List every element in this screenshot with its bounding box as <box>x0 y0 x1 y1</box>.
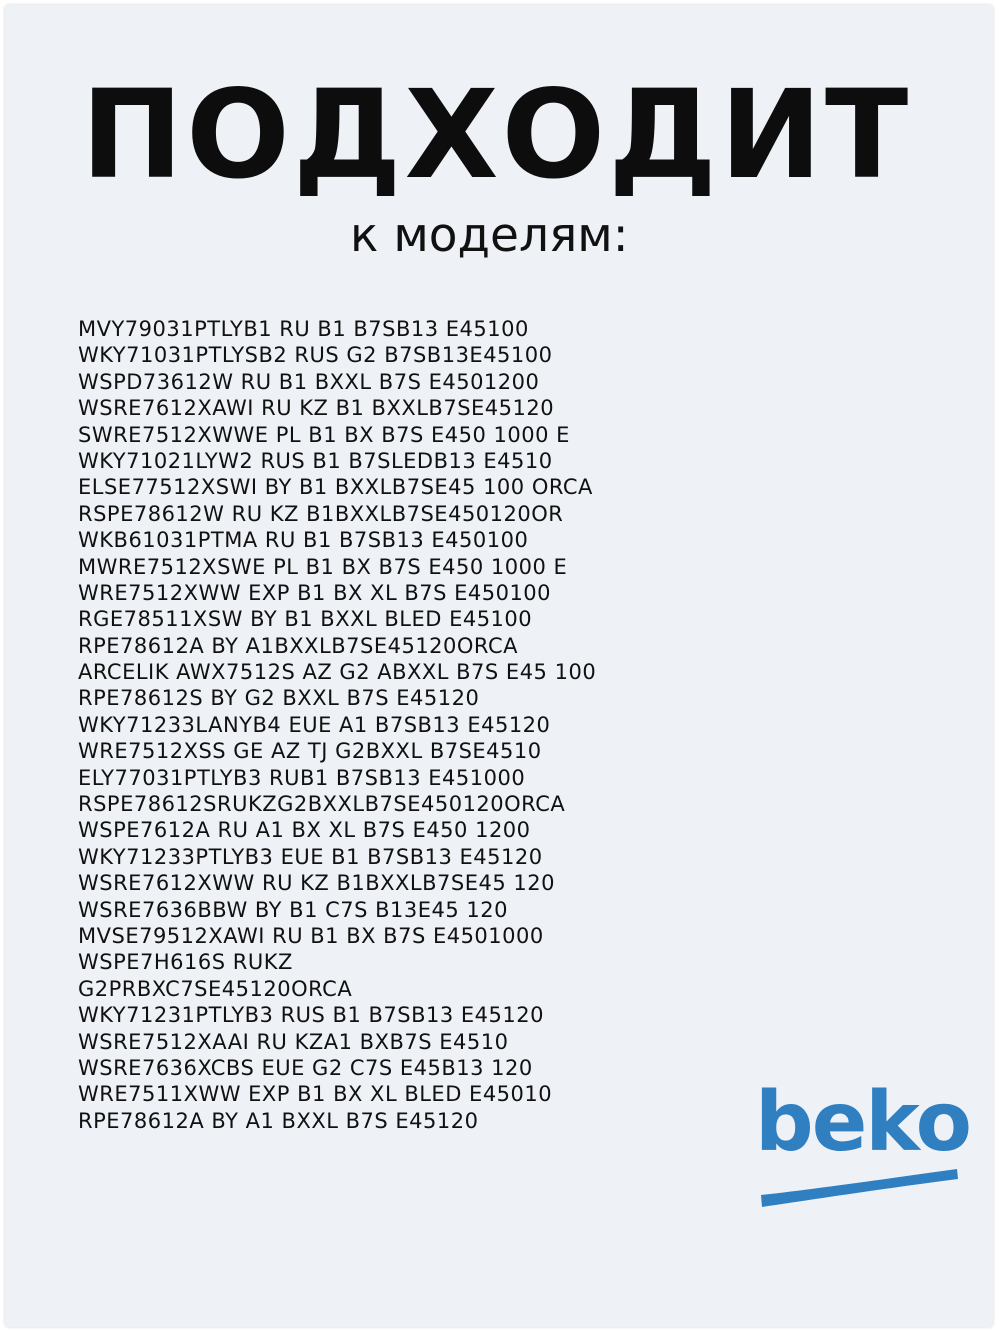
model-item: RSPE78612SRUKZG2BXXLB7SE450120ORCA <box>78 792 566 817</box>
model-item: WSPE7H616S RUKZ <box>78 950 293 975</box>
model-item: WRE7511XWW EXP B1 BX XL BLED E45010 <box>78 1082 553 1107</box>
model-item: WKY71233PTLYB3 EUE B1 B7SB13 E45120 <box>78 844 543 869</box>
model-list <box>78 316 596 1134</box>
headline: ПОДХОДИТ <box>81 64 912 206</box>
model-item: RGE78511XSW BY B1 BXXL BLED E45100 <box>78 607 533 632</box>
model-item: WSRE7636XCBS EUE G2 C7S E45B13 120 <box>78 1055 533 1080</box>
model-item: WSPD73612W RU B1 BXXL B7S E4501200 <box>78 369 540 394</box>
model-item: WRE7512XWW EXP B1 BX XL B7S E450100 <box>78 580 552 605</box>
logo-swoosh-icon <box>755 1161 965 1211</box>
model-item: WSRE7612XAWI RU KZ B1 BXXLB7SE45120 <box>78 396 555 421</box>
model-item: WRE7512XSS GE AZ TJ G2BXXL B7SE4510 <box>78 739 542 764</box>
model-item: MVSE79512XAWI RU B1 BX B7S E4501000 <box>78 923 544 948</box>
model-item: RPE78612A BY A1BXXLB7SE45120ORCA <box>78 633 519 658</box>
model-item: WSRE7512XAAI RU KZA1 BXB7S E4510 <box>78 1029 509 1054</box>
model-item: ELSE77512XSWI BY B1 BXXLB7SE45 100 ORCA <box>78 475 593 500</box>
logo-wordmark: beko <box>755 1075 970 1170</box>
subheadline: к моделям: <box>350 208 629 263</box>
model-item: MWRE7512XSWE PL B1 BX B7S E450 1000 E <box>78 554 568 579</box>
model-item: SWRE7512XWWE PL B1 BX B7S E450 1000 E <box>78 422 570 447</box>
model-item: WSRE7612XWW RU KZ B1BXXLB7SE45 120 <box>78 871 555 896</box>
model-item: RPE78612S BY G2 BXXL B7S E45120 <box>78 686 480 711</box>
model-item: RSPE78612W RU KZ B1BXXLB7SE450120OR <box>78 501 564 526</box>
model-item: WSRE7636BBW BY B1 C7S B13E45 120 <box>78 897 509 922</box>
model-item: WSPE7612A RU A1 BX XL B7S E450 1200 <box>78 818 531 843</box>
model-item: RPE78612A BY A1 BXXL B7S E45120 <box>78 1108 479 1133</box>
model-item: G2PRBXC7SE45120ORCA <box>78 976 353 1001</box>
model-item: WKY71021LYW2 RUS B1 B7SLEDB13 E4510 <box>78 448 553 473</box>
model-item: ARCELIK AWX7512S AZ G2 ABXXL B7S E45 100 <box>78 660 597 685</box>
poster-card <box>5 5 993 1327</box>
model-item: WKY71031PTLYSB2 RUS G2 B7SB13E45100 <box>78 343 553 368</box>
model-item: ELY77031PTLYB3 RUB1 B7SB13 E451000 <box>78 765 526 790</box>
beko-logo <box>755 1073 970 1213</box>
model-item: MVY79031PTLYB1 RU B1 B7SB13 E45100 <box>78 317 529 341</box>
model-item: WKY71231PTLYB3 RUS B1 B7SB13 E45120 <box>78 1003 544 1028</box>
model-item: WKY71233LANYB4 EUE A1 B7SB13 E45120 <box>78 712 551 737</box>
model-item: WKB61031PTMA RU B1 B7SB13 E450100 <box>78 528 529 553</box>
